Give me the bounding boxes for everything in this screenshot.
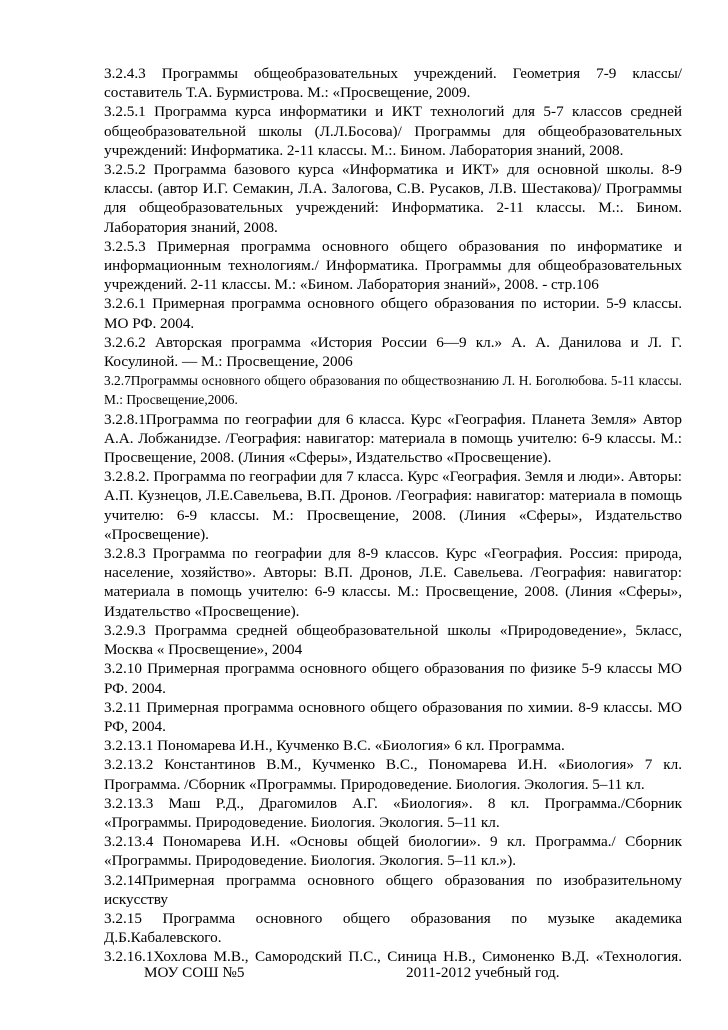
paragraph-3-2-13-1: 3.2.13.1 Пономарева И.Н., Кучменко В.С. «Биология» 6 кл. Программа.: [104, 737, 565, 755]
paragraph-3-2-14: 3.2.14Примерная программа основного общего образования по изобразительному искусству: [104, 871, 682, 908]
paragraph-3-2-6-2: 3.2.6.2 Авторская программа «История России 6—9 кл.» А. А. Данилова и Л. Г. Косулиной. — М.: Просвещение, 2006: [104, 333, 682, 371]
page-footer: [0, 963, 728, 983]
footer-school: МОУ СОШ №5: [144, 964, 245, 981]
paragraph-3-2-10: 3.2.10 Примерная программа основного общего образования по физике 5-9 классы МО РФ. 2004.: [104, 660, 682, 697]
paragraph-3-2-8-2: 3.2.8.2. Программа по географии для 7 класса. Курс «География. Земля и люди». Авторы: А.П. Кузнецов, Л.Е.Савельева, В.П. Дронов. /География: навигатор: материала в помощь учителю: 6-9 классы. М.: Просвещение, 2008. (Линия «Сферы», Издательство «Просвещение).: [104, 468, 682, 543]
paragraph-3-2-11: 3.2.11 Примерная программа основного общего образования по химии. 8-9 классы. МО РФ, 2004.: [104, 698, 682, 735]
paragraph-3-2-5-1: 3.2.5.1 Программа курса информатики и ИКТ технологий для 5-7 классов средней общеобразовательной школы (Л.Л.Босова)/ Программы для общеобразовательных учреждений: Информатика. 2-11 классы. М.:. Бином. Лаборатория знаний, 2008.: [104, 103, 682, 159]
paragraph-3-2-9-3: 3.2.9.3 Программа средней общеобразовательной школы «Природоведение», 5класс, Москва « Просвещение», 2004: [104, 621, 682, 659]
paragraph-3-2-7: 3.2.7Программы основного общего образования по обществознанию Л. Н. Боголюбова. 5-11 классы. М.: Просвещение,2006.: [104, 373, 682, 408]
paragraph-3-2-8-3: 3.2.8.3 Программа по географии для 8-9 классов. Курс «География. Россия: природа, население, хозяйство». Авторы: В.П. Дронов, Л.Е. Савельева. /География: навигатор: материала в помощь учителю: 6-9 классы. М.: Просвещение, 2008. (Линия «Сферы», Издательство «Просвещение).: [104, 545, 682, 620]
document-body: [104, 64, 682, 964]
paragraph-3-2-5-2: 3.2.5.2 Программа базового курса «Информатика и ИКТ» для основной школы. 8-9 классы. (автор И.Г. Семакин, Л.А. Залогова, С.В. Русаков, Л.В. Шестакова)/ Программы для общеобразовательных учреждений: Информатика. 2-11 классы. М.:. Бином. Лаборатория знаний, 2008.: [104, 161, 682, 236]
paragraph-3-2-4-3: 3.2.4.3 Программы общеобразовательных учреждений. Геометрия 7-9 классы/составитель Т.А. Бурмистрова. М.: «Просвещение, 2009.: [104, 65, 682, 102]
paragraph-3-2-5-3: 3.2.5.3 Примерная программа основного общего образования по информатике и информационным технологиям./ Информатика. Программы для общеобразовательных учреждений. 2-11 классы. М.: «Бином. Лаборатория знаний», 2008. - стр.106: [104, 237, 682, 294]
paragraph-3-2-15: 3.2.15 Программа основного общего образования по музыке академика Д.Б.Кабалевского.: [104, 909, 682, 947]
paragraph-3-2-13-4: 3.2.13.4 Пономарева И.Н. «Основы общей биологии». 9 кл. Программа./ Сборник «Программы. Природоведение. Биология. Экология. 5–11 кл.»).: [104, 833, 682, 870]
paragraph-3-2-13-2: 3.2.13.2 Константинов В.М., Кучменко В.С., Пономарева И.Н. «Биология» 7 кл. Программа. /Сборник «Программы. Природоведение. Биология. Экология. 5–11 кл.: [104, 756, 682, 793]
paragraph-3-2-16-1: 3.2.16.1Хохлова М.В., Самородский П.С., Синица Н.В., Симоненко В.Д. «Технология.: [104, 948, 682, 964]
paragraph-3-2-8-1: 3.2.8.1Программа по географии для 6 класса. Курс «География. Планета Земля» Автор А.А. Лобжанидзе. /География: навигатор: материала в помощь учителю: 6-9 классы. М.: Просвещение, 2008. (Линия «Сферы», Издательство «Просвещение).: [104, 410, 682, 467]
paragraph-3-2-6-1: 3.2.6.1 Примерная программа основного общего образования по истории. 5-9 классы. МО РФ. 2004.: [104, 295, 682, 332]
footer-year: 2011-2012 учебный год.: [406, 964, 560, 981]
paragraph-3-2-13-3: 3.2.13.3 Маш Р.Д., Драгомилов А.Г. «Биология». 8 кл. Программа./Сборник «Программы. Природоведение. Биология. Экология. 5–11 кл.: [104, 794, 682, 831]
